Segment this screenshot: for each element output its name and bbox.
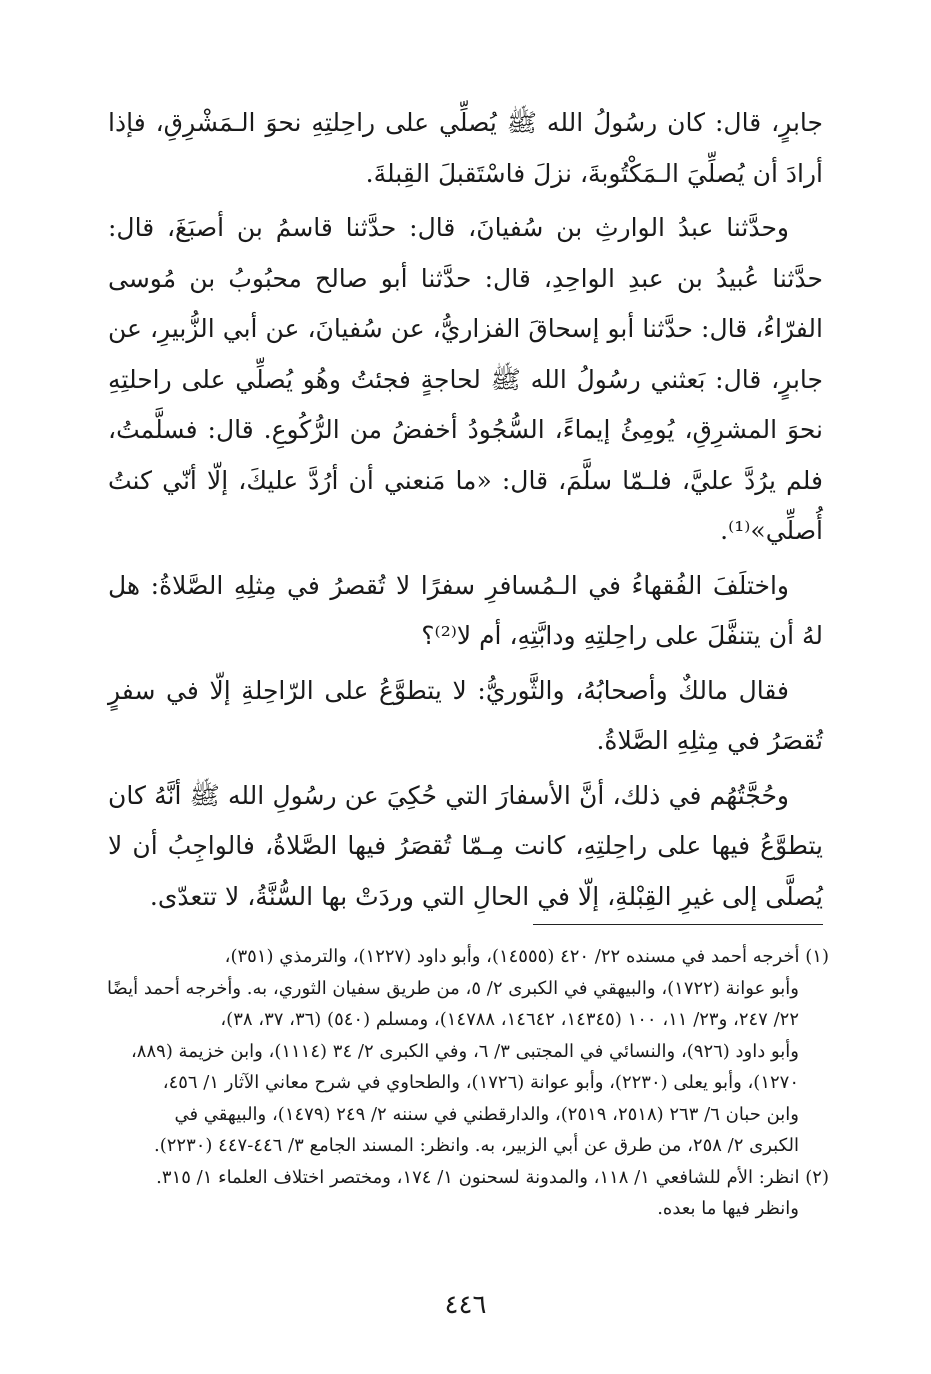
paragraph-3: واختلَفَ الفُقهاءُ في الـمُسافرِ سفرًا لا تُقصرُ في مِثلِهِ الصَّلاةُ: هل لهُ أن يتنفَّلَ على راحِلتِهِ ودابَّتِهِ، أم لا⁽²⁾؟ xyxy=(108,570,823,650)
footnote-line: وأبو عوانة (١٧٢٢)، والبيهقي في الكبرى ٢/ ٥، من طريق سفيان الثوري، به. وأخرجه أحمد أيضًا xyxy=(107,977,799,999)
paragraph-1: جابرٍ، قال: كان رسُولُ الله ﷺ يُصلِّي على راحِلتِهِ نحوَ الـمَشْرِقِ، فإذا أرادَ أن يُصلِّيَ الـمَكْتُوبةَ، نزلَ فاسْتَقبلَ القِبلةَ. xyxy=(108,108,823,188)
footnote-line: (٢) انظر: الأم للشافعي ١/ ١١٨، والمدونة لسحنون ١/ ١٧٤، ومختصر اختلاف العلماء ١/ ٣١٥. xyxy=(156,1166,829,1188)
footnote-divider xyxy=(533,924,823,925)
footnote-1 xyxy=(104,941,829,1162)
footnote-line: ٢٢/ ٢٤٧، و٢٣/ ١١، ١٠٠ (١٤٣٤٥، ١٤٦٤٢، ١٤٧٨٨)، ومسلم (٥٤٠) (٣٦، ٣٧، ٣٨)، xyxy=(220,1009,799,1030)
main-text xyxy=(108,98,823,926)
footnote-line: (١) أخرجه أحمد في مسنده ٢٢/ ٤٢٠ (١٤٥٥٥)، وأبو داود (١٢٢٧)، والترمذي (٣٥١)، xyxy=(224,946,829,967)
footnote-line: الكبرى ٢/ ٢٥٨، من طرق عن أبي الزبير، به. وانظر: المسند الجامع ٣/ ٤٤٦-٤٤٧ (٢٢٣٠). xyxy=(154,1135,799,1156)
footnotes xyxy=(104,941,829,1225)
footnote-line: وابن حبان ٦/ ٢٦٣ (٢٥١٨، ٢٥١٩)، والدارقطني في سننه ٢/ ٢٤٩ (١٤٧٩)، والبيهقي في xyxy=(174,1103,799,1125)
footnote-line: وانظر فيها ما بعده. xyxy=(657,1198,799,1219)
paragraph-2: وحدَّثنا عبدُ الوارثِ بن سُفيانَ، قال: حدَّثنا قاسمُ بن أصبَغَ، قال: حدَّثنا عُبيدُ بن عبدِ الواحِدِ، قال: حدَّثنا أبو صالح محبُوبُ بن مُوسى الفرّاءُ، قال: حدَّثنا أبو إسحاقَ الفزاريُّ، عن سُفيانَ، عن أبي الزُّبيرِ، عن جابرٍ، قال: بَعثني رسُولُ الله ﷺ لحاجةٍ فجئتُ وهُو يُصلِّي على راحلتِهِ نحوَ المشرِقِ، يُومِئُ إيماءً، السُّجُودُ أخفضُ من الرُّكُوعِ. قال: فسلَّمتُ، فلم يرُدَّ عليَّ، فلـمّا سلَّمَ، قال: «ما مَنعني أن أرُدَّ عليكَ، إلّا أنّي كنتُ أُصلِّي»⁽¹⁾. xyxy=(108,213,823,545)
paragraph-5: وحُجَّتُهُم في ذلك، أنَّ الأسفارَ التي حُكِيَ عن رسُولِ الله ﷺ أنَّهُ كان يتطوَّعُ فيها على راحِلتِهِ، كانت مِـمّا تُقصَرُ فيها الصَّلاةُ، فالواجِبُ أن لا يُصلَّى إلى غيرِ القِبْلةِ، إلّا في الحالِ التي وردَتْ بها السُّنَّةُ، لا تتعدّى. xyxy=(108,780,823,911)
paragraph-4: فقال مالكٌ وأصحابُهُ، والثَّوريُّ: لا يتطوَّعُ على الرّاحِلةِ إلّا في سفرٍ تُقصَرُ في مِثلِهِ الصَّلاةُ. xyxy=(108,675,823,755)
footnote-2 xyxy=(104,1162,829,1225)
page-number: ٤٤٦ xyxy=(444,1290,487,1320)
footnote-line: وأبو داود (٩٢٦)، والنسائي في المجتبى ٣/ ٦، وفي الكبرى ٢/ ٣٤ (١١١٤)، وابن خزيمة (٨٨٩، xyxy=(130,1040,799,1062)
footnote-line: ١٢٧٠)، وأبو يعلى (٢٢٣٠)، وأبو عوانة (١٧٢٦)، والطحاوي في شرح معاني الآثار ١/ ٤٥٦، xyxy=(162,1072,799,1093)
